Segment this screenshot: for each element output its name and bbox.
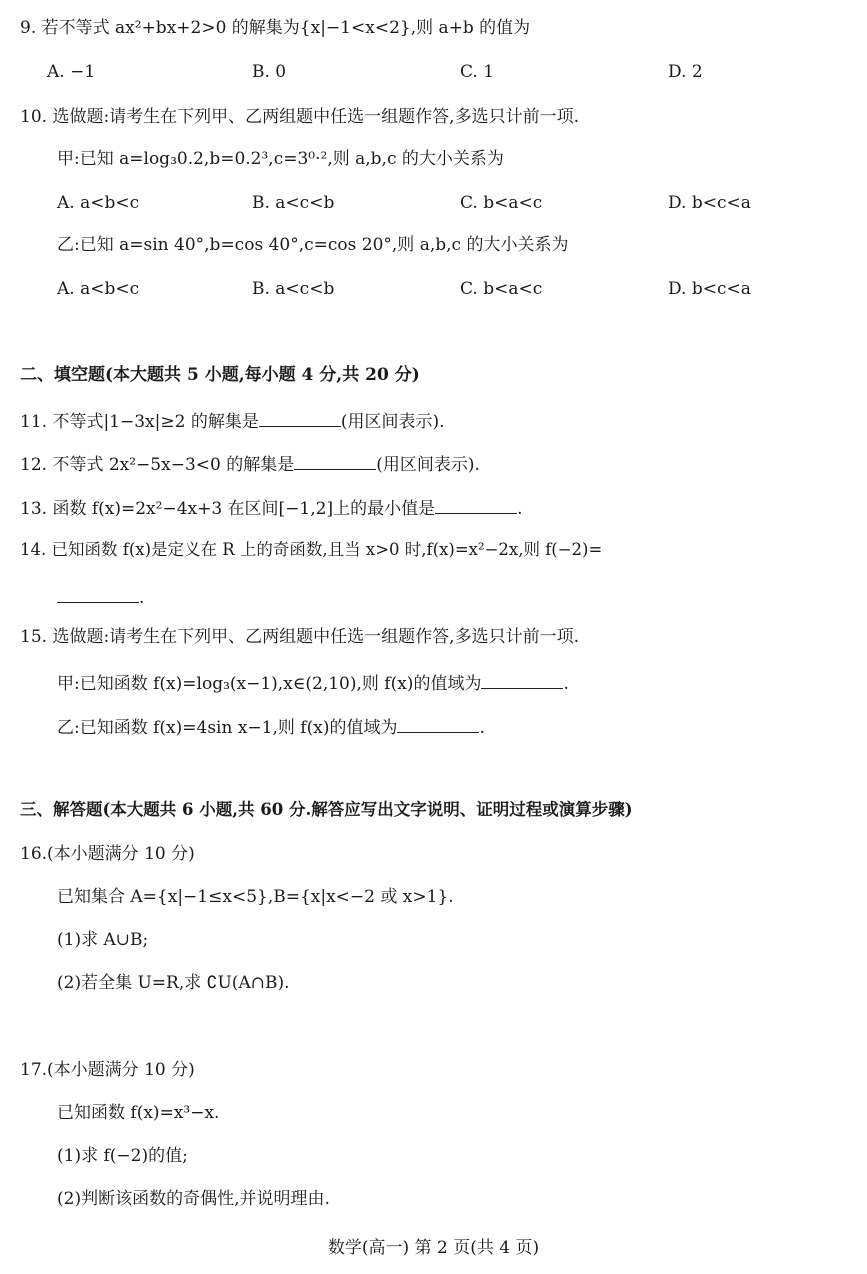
q15-yi-suffix: .	[479, 718, 485, 738]
section2-title: 二、填空题(本大题共 5 小题,每小题 4 分,共 20 分)	[20, 365, 420, 385]
q16-part1: (1)求 A∪B;	[57, 930, 149, 950]
q9-option-c: C. 1	[460, 62, 495, 82]
q13-answer-blank	[435, 495, 517, 514]
q10-jia-option-c: C. b<a<c	[460, 193, 543, 213]
q17-part1: (1)求 f(−2)的值;	[57, 1146, 188, 1166]
q11	[20, 408, 445, 433]
q14-answer-line	[57, 584, 144, 609]
q9-option-b: B. 0	[252, 62, 287, 82]
section3-title: 三、解答题(本大题共 6 小题,共 60 分.解答应写出文字说明、证明过程或演算步骤)	[20, 800, 633, 819]
q17-given: 已知函数 f(x)=x³−x.	[57, 1103, 220, 1123]
q16-heading: 16.(本小题满分 10 分)	[20, 844, 195, 864]
q15-jia	[57, 670, 569, 695]
q10-yi: 乙:已知 a=sin 40°,b=cos 40°,c=cos 20°,则 a,b,c 的大小关系为	[57, 235, 569, 255]
q15-yi-answer-blank	[397, 714, 479, 733]
q15-jia-answer-blank	[481, 670, 563, 689]
q14-answer-blank	[57, 584, 139, 603]
q14-suffix: .	[139, 588, 145, 608]
q12-answer-blank	[294, 451, 376, 470]
q12	[20, 451, 480, 476]
q12-text: 12. 不等式 2x²−5x−3<0 的解集是	[20, 455, 295, 475]
q13	[20, 495, 523, 520]
q11-answer-blank	[259, 408, 341, 427]
q10-jia-option-b: B. a<c<b	[252, 193, 335, 213]
q9-stem: 9. 若不等式 ax²+bx+2>0 的解集为{x|−1<x<2},则 a+b 的值为	[20, 18, 531, 38]
q15-yi	[57, 714, 485, 739]
q17-part2: (2)判断该函数的奇偶性,并说明理由.	[57, 1189, 330, 1209]
q9-option-a: A. −1	[47, 62, 96, 82]
q15-stem: 15. 选做题:请考生在下列甲、乙两组题中任选一组题作答,多选只计前一项.	[20, 627, 579, 647]
q17-heading: 17.(本小题满分 10 分)	[20, 1060, 195, 1080]
q15-jia-text: 甲:已知函数 f(x)=log₃(x−1),x∈(2,10),则 f(x)的值域为	[57, 674, 482, 694]
q11-suffix: (用区间表示).	[340, 412, 445, 432]
q15-jia-suffix: .	[563, 674, 569, 694]
q10-yi-option-c: C. b<a<c	[460, 279, 543, 299]
page-footer: 数学(高一) 第 2 页(共 4 页)	[327, 1238, 540, 1258]
q10-jia: 甲:已知 a=log₃0.2,b=0.2³,c=3⁰·²,则 a,b,c 的大小关系为	[57, 149, 504, 169]
q10-yi-option-a: A. a<b<c	[57, 279, 140, 299]
q10-yi-option-b: B. a<c<b	[252, 279, 335, 299]
q10-jia-option-d: D. b<c<a	[668, 193, 751, 213]
q11-text: 11. 不等式|1−3x|≥2 的解集是	[20, 412, 259, 432]
q13-suffix: .	[517, 499, 523, 519]
q10-yi-option-d: D. b<c<a	[668, 279, 751, 299]
q14-stem: 14. 已知函数 f(x)是定义在 R 上的奇函数,且当 x>0 时,f(x)=x²−2x,则 f(−2)=	[20, 540, 603, 559]
q16-part2: (2)若全集 U=R,求 ∁U(A∩B).	[57, 973, 290, 993]
q12-suffix: (用区间表示).	[376, 455, 480, 475]
q16-given: 已知集合 A={x|−1≤x<5},B={x|x<−2 或 x>1}.	[57, 887, 454, 907]
q13-text: 13. 函数 f(x)=2x²−4x+3 在区间[−1,2]上的最小值是	[20, 499, 436, 519]
q10-jia-option-a: A. a<b<c	[57, 193, 140, 213]
q9-option-d: D. 2	[668, 62, 703, 82]
q15-yi-text: 乙:已知函数 f(x)=4sin x−1,则 f(x)的值域为	[57, 718, 398, 738]
q10-stem: 10. 选做题:请考生在下列甲、乙两组题中任选一组题作答,多选只计前一项.	[20, 107, 579, 127]
